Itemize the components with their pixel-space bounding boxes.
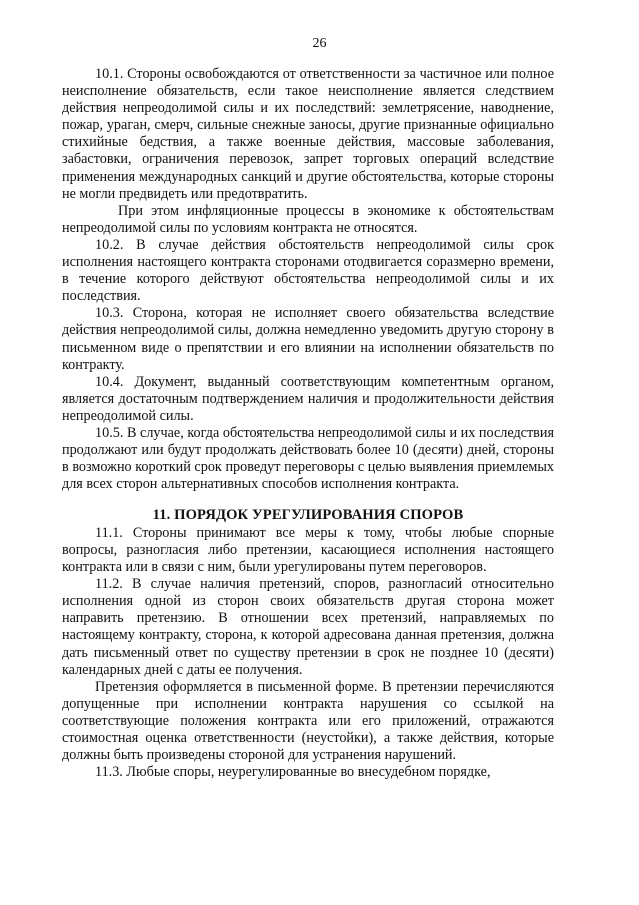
clause-10-1-note: При этом инфляционные процессы в экономике к обстоятельствам непреодолимой силы по условиям контракта не относятся. [62,202,554,236]
clause-10-1: 10.1. Стороны освобождаются от ответственности за частичное или полное неисполнение обязательств, если такое неисполнение является следствием действия непреодолимой силы и их последствий: землетрясение, наводнение, пожар, ураган, смерч, сильные снежные заносы, другие признанные официально стихийные бедствия, а также военные действия, массовые заболевания, забастовки, ограничения перевозок, запрет торговых операций вследствие применения международных санкций и другие обстоятельства, которые стороны не могли предвидеть или предотвратить. [62,66,554,202]
section-heading: 11. ПОРЯДОК УРЕГУЛИРОВАНИЯ СПОРОВ [152,507,464,524]
clause-11-1: 11.1. Стороны принимают все меры к тому, чтобы любые спорные вопросы, разногласия либо претензии, касающиеся исполнения настоящего контракта или в связи с ним, были урегулированы путем переговоров. [62,524,554,576]
clause-11-2: 11.2. В случае наличия претензий, споров, разногласий относительно исполнения одной из сторон своих обязательств другая сторона может направить претензию. В отношении всех претензий, направляемых по настоящему контракту, сторона, к которой адресована данная претензия, должна дать письменный ответ по существу претензии в срок не позднее 10 (десяти) календарных дней с даты ее получения. [62,576,554,678]
clause-10-5: 10.5. В случае, когда обстоятельства непреодолимой силы и их последствия продолжают или будут продолжать действовать более 10 (десяти) дней, стороны в возможно короткий срок проведут переговоры с целью выявления приемлемых для всех сторон альтернативных способов исполнения контракта. [62,424,554,493]
clause-10-2: 10.2. В случае действия обстоятельств непреодолимой силы срок исполнения настоящего контракта сторонами отодвигается соразмерно времени, в течение которого действуют обстоятельства непреодолимой силы и их последствия. [62,236,554,305]
page-number: 26 [312,36,327,51]
clause-11-2-claim: Претензия оформляется в письменной форме. В претензии перечисляются допущенные при исполнении контракта нарушения со ссылкой на соответствующие положения контракта или его приложений, отражаются стоимостная оценка ответственности (неустойки), а также действия, которые должны быть произведены стороной для устранения нарушений. [62,678,554,764]
clause-10-4: 10.4. Документ, выданный соответствующим компетентным органом, является достаточным подтверждением наличия и продолжительности действия непреодолимой силы. [62,373,554,424]
clause-10-3: 10.3. Сторона, которая не исполняет своего обязательства вследствие действия непреодолимой силы, должна немедленно уведомить другую сторону в письменном виде о препятствии и его влиянии на исполнении обязательств по контракту. [62,305,554,373]
document-body [62,66,554,781]
clause-11-3: 11.3. Любые споры, неурегулированные во внесудебном порядке, [95,764,491,781]
